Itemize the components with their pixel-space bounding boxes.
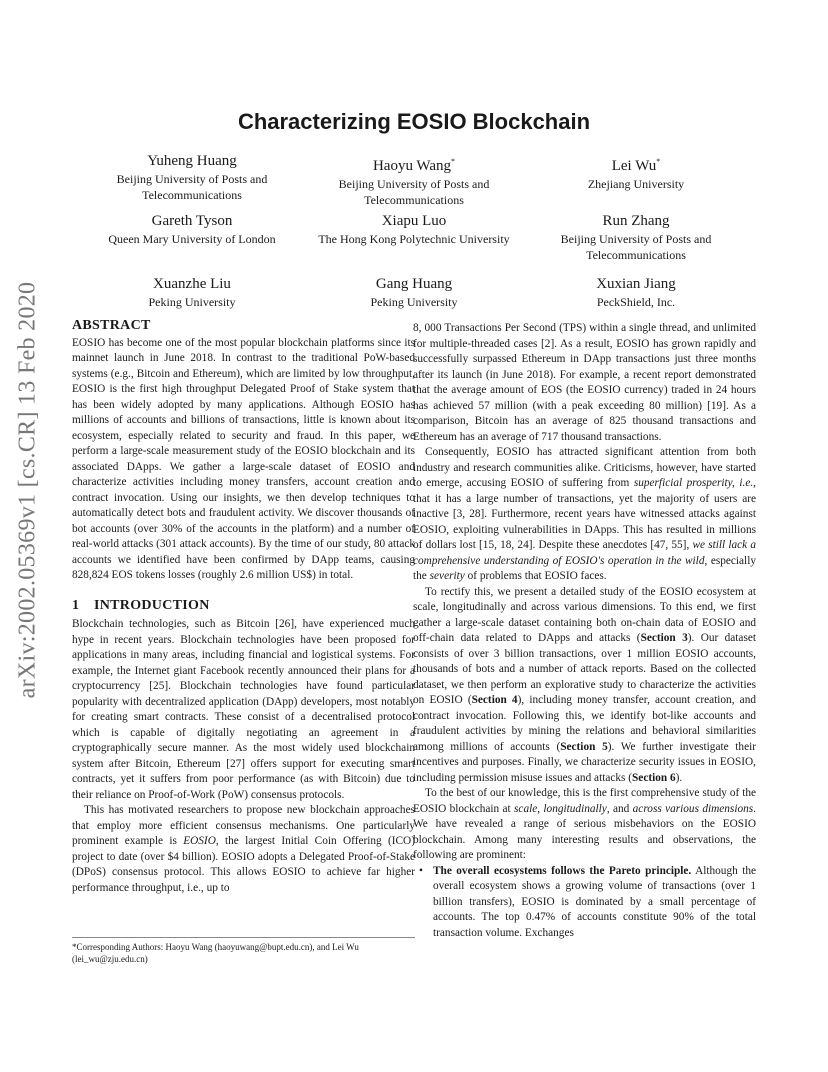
author [77, 212, 307, 247]
author [299, 212, 529, 247]
author-affiliation: The Hong Kong Polytechnic University [318, 232, 510, 246]
intro-paragraph-2: This has motivated researchers to propose new blockchain approaches that employ more efficient consensus mechanisms. One particularly prominent example is EOSIO, the largest Initial Coin Offering (ICO) project to date (over $4 billion). EOSIO adopts a Delegated Proof-of-Stake (DPoS) consensus protocol. This allows EOSIO to achieve far higher performance throughput, i.e., up to [72, 804, 415, 894]
left-column [72, 318, 415, 896]
author-name: Yuheng Huang [147, 153, 237, 169]
list-item: • The overall ecosystems follows the Pareto principle. Although the overall ecosystem shows a growing volume of transactions (over 1 billion transfers), EOSIO is dominated by a small percentage of accounts. The top 0.47% of accounts constitute 90% of the total transaction volume. Exchanges [419, 864, 756, 939]
author-affiliation: Zhejiang University [587, 177, 685, 191]
author-affiliation: Queen Mary University of London [108, 232, 276, 246]
author-name: Gareth Tyson [151, 213, 233, 229]
right-paragraph-2: Consequently, EOSIO has attracted significant attention from both industry and research communities alike. Criticisms, however, have started to emerge, accusing EOSIO of suffering from superficial prosperity, i.e., that it has a large number of transactions, yet the majority of users are inactive [3, 28]. Furthermore, recent years have witnessed attacks against EOSIO, exploiting vulnerabilities in DApps. This has resulted in millions of dollars lost [15, 18, 24]. Despite these anecdotes [47, 55], we still lack a comprehensive understanding of EOSIO's operation in the wild, especially the severity of problems that EOSIO faces. [413, 446, 756, 582]
intro-heading: 1 INTRODUCTION [72, 597, 210, 613]
author [77, 152, 307, 203]
author-affiliation: Peking University [370, 295, 458, 309]
corresponding-mark: * [451, 157, 456, 166]
author-name: Xiapu Luo [381, 213, 447, 229]
paper-title: Characterizing EOSIO Blockchain [237, 109, 591, 134]
intro-paragraph-1: Blockchain technologies, such as Bitcoin [26], have experienced much hype in recent years. Blockchain technologies have been proposed for applications in many areas, including financial and logistical systems. For example, the Internet giant Facebook recently announced their plans for a cryptocurrency [25]. Blockchain technologies have found particular popularity with decentralized application (DApp) developers, most notably for creating smart contracts. These consist of a decentralised protocol which is capable of digitally negotiating an agreement in a cryptographically secure manner. As the most widely used blockchain system after Bitcoin, Ethereum [27] offers support for executing smart contracts, yet it suffers from poor performance (as with Bitcoin) due to their reliance on Proof-of-Work (PoW) consensus protocols. [72, 618, 415, 801]
author [521, 152, 751, 192]
right-column [413, 321, 756, 941]
arxiv-stamp: arXiv:2002.05369v1 [cs.CR] 13 Feb 2020 [14, 281, 41, 699]
author [521, 275, 751, 310]
author-affiliation: Beijing University of Posts and Telecommunications [116, 172, 268, 202]
footnote: *Corresponding Authors: Haoyu Wang (haoyuwang@bupt.edu.cn), and Lei Wu (lei_wu@zju.edu.cn) [72, 937, 415, 965]
bullet-icon: • [419, 864, 423, 877]
abstract-text: EOSIO has become one of the most popular blockchain platforms since its mainnet launch in June 2018. In contrast to the traditional PoW-based systems (e.g., Bitcoin and Ethereum), which are limited by low throughput, EOSIO is the first high throughput Delegated Proof of Stake system that has been widely adopted by many applications. Although EOSIO has millions of accounts and billions of transactions, little is known about its ecosystem, especially related to security and fraud. In this paper, we perform a large-scale measurement study of the EOSIO blockchain and its associated DApps. We gather a large-scale dataset of EOSIO and characterize activities including money transfers, account creation and contract invocation. Using our insights, we then develop techniques to automatically detect bots and fraudulent activity. We discover thousands of bot accounts (over 30% of the accounts in the platform) and a number of real-world attacks (301 attack accounts). By the time of our study, 80 attack accounts we identified have been confirmed by DApp teams, causing 828,824 EOS tokens losses (roughly 2.6 million US$) in total. [72, 336, 415, 581]
author [77, 275, 307, 310]
author-name: Xuanzhe Liu [153, 276, 231, 292]
author [299, 152, 529, 208]
author-affiliation: Beijing University of Posts and Telecommunications [338, 177, 490, 207]
author-name: Run Zhang [602, 213, 670, 229]
author [521, 212, 751, 263]
author [299, 275, 529, 310]
corresponding-mark: * [656, 157, 661, 166]
author-name: Lei Wu* [611, 157, 661, 174]
right-paragraph-1: 8, 000 Transactions Per Second (TPS) within a single thread, and unlimited for multiple-threaded cases [2]. As a result, EOSIO has grown rapidly and successfully surpassed Ethereum in DApp transactions just three months after its launch (in June 2018). For example, a recent report demonstrated that the average amount of EOS (the EOSIO currency) traded in 24 hours has achieved 57 million (with a peak exceeding 80 million) [19]. As a comparison, Bitcoin has an average of 825 thousand transactions and Ethereum has an average of 717 thousand transactions. [413, 322, 756, 443]
author-name: Haoyu Wang* [372, 157, 456, 174]
author-affiliation: PeckShield, Inc. [596, 295, 676, 309]
author-affiliation: Peking University [148, 295, 236, 309]
author-name: Gang Huang [375, 276, 453, 292]
right-paragraph-3: To rectify this, we present a detailed study of the EOSIO ecosystem at scale, longitudinally and across various dimensions. To this end, we first gather a large-scale dataset containing both on-chain data of EOSIO and off-chain data related to DApps and attacks (Section 3). Our dataset consists of over 3 billion transactions, over 1 million EOSIO accounts, thousands of bots and a number of attack reports. Based on the collected dataset, we then perform an explorative study to characterize the activities on EOSIO (Section 4), including money transfer, account creation, and contract invocation. Following this, we identify bot-like accounts and fraudulent activities by mining the relations and behavioral similarities among millions of accounts (Section 5). We further investigate their incentives and purposes. Finally, we characterize security issues in EOSIO, including permission misuse issues and attacks (Section 6). [413, 585, 756, 784]
right-paragraph-4: To the best of our knowledge, this is the first comprehensive study of the EOSIO blockchain at scale, longitudinally, and across various dimensions. We have revealed a range of serious misbehaviors on the EOSIO blockchain. Among many interesting results and observations, the following are prominent: [413, 787, 756, 861]
abstract-heading: ABSTRACT [72, 318, 151, 333]
author-affiliation: Beijing University of Posts and Telecommunications [560, 232, 712, 262]
findings-list [413, 864, 756, 942]
author-name: Xuxian Jiang [596, 276, 676, 292]
